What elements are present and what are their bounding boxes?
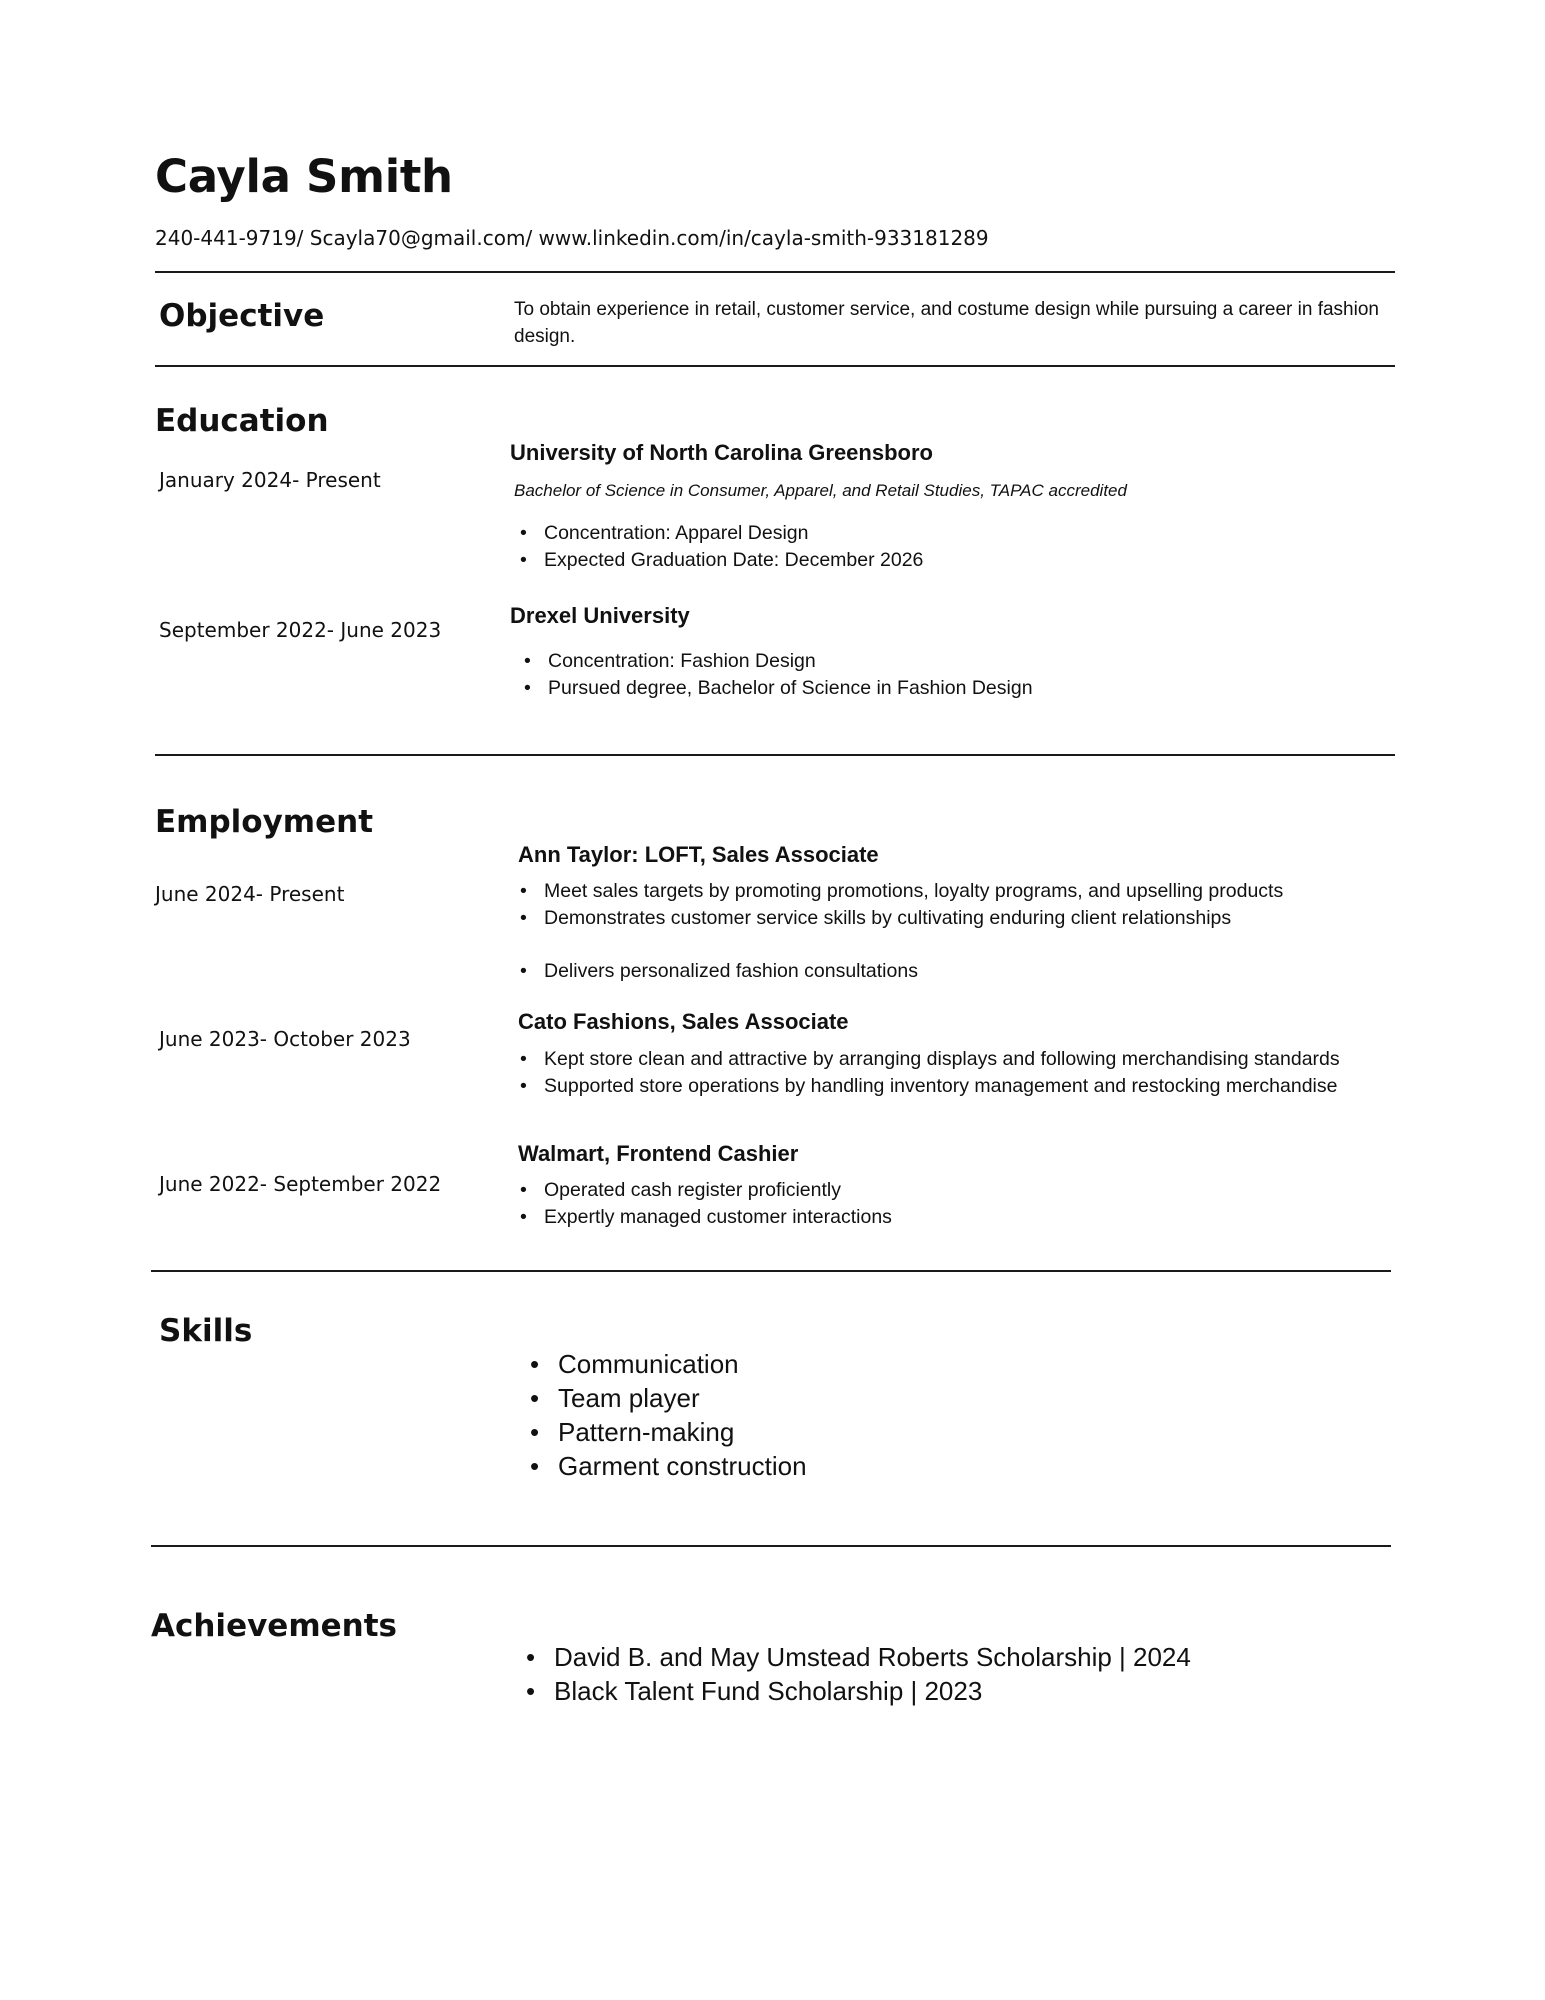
employment-heading: Employment — [155, 804, 374, 840]
job-date: June 2022- September 2022 — [159, 1172, 442, 1196]
skills-list — [522, 1347, 807, 1483]
list-item: • Kept store clean and attractive by arranging displays and following merchandising standards — [514, 1046, 1340, 1073]
job-bullets — [514, 1046, 1340, 1100]
resume-name: Cayla Smith — [155, 150, 453, 203]
list-item: • Pattern-making — [522, 1415, 807, 1449]
list-item: • Communication — [522, 1347, 807, 1381]
education-heading: Education — [155, 403, 329, 439]
list-item: • Concentration: Apparel Design — [514, 520, 923, 547]
divider — [151, 1545, 1391, 1547]
job-bullets — [514, 1177, 892, 1231]
divider — [155, 271, 1395, 273]
objective-text: To obtain experience in retail, customer service, and costume design while pursuing a career in fashion design. — [514, 299, 1379, 347]
job-date: June 2023- October 2023 — [159, 1027, 411, 1051]
list-item: • Concentration: Fashion Design — [518, 648, 1033, 675]
list-item: • Delivers personalized fashion consultations — [514, 958, 918, 985]
education-date: January 2024- Present — [159, 468, 381, 492]
education-bullets — [514, 520, 923, 574]
list-item: • Operated cash register proficiently — [514, 1177, 892, 1204]
job-date: June 2024- Present — [155, 882, 345, 906]
divider — [151, 1270, 1391, 1272]
job-title: Walmart, Frontend Cashier — [518, 1141, 799, 1166]
list-item: • Supported store operations by handling inventory management and restocking merchandise — [514, 1073, 1340, 1100]
contact-line: 240-441-9719/ Scayla70@gmail.com/ www.linkedin.com/in/cayla-smith-933181289 — [155, 226, 989, 250]
degree-text: Bachelor of Science in Consumer, Apparel, and Retail Studies, TAPAC accredited — [514, 481, 1127, 500]
job-bullets — [514, 958, 918, 985]
school-name: Drexel University — [510, 603, 690, 628]
education-bullets — [518, 648, 1033, 702]
skills-heading: Skills — [159, 1313, 253, 1349]
list-item: • David B. and May Umstead Roberts Scholarship | 2024 — [518, 1640, 1191, 1674]
list-item: • Demonstrates customer service skills by cultivating enduring client relationships — [514, 905, 1283, 932]
school-name: University of North Carolina Greensboro — [510, 440, 933, 465]
divider — [155, 754, 1395, 756]
divider — [155, 365, 1395, 367]
list-item: • Meet sales targets by promoting promotions, loyalty programs, and upselling products — [514, 878, 1283, 905]
list-item: • Expertly managed customer interactions — [514, 1204, 892, 1231]
job-title: Cato Fashions, Sales Associate — [518, 1009, 849, 1034]
objective-heading: Objective — [159, 298, 325, 334]
list-item: • Garment construction — [522, 1449, 807, 1483]
achievements-list — [518, 1640, 1191, 1708]
list-item: • Expected Graduation Date: December 2026 — [514, 547, 923, 574]
list-item: • Black Talent Fund Scholarship | 2023 — [518, 1674, 1191, 1708]
achievements-heading: Achievements — [151, 1608, 397, 1644]
list-item: • Pursued degree, Bachelor of Science in Fashion Design — [518, 675, 1033, 702]
education-date: September 2022- June 2023 — [159, 618, 442, 642]
job-title: Ann Taylor: LOFT, Sales Associate — [518, 842, 879, 867]
job-bullets — [514, 878, 1283, 932]
list-item: • Team player — [522, 1381, 807, 1415]
